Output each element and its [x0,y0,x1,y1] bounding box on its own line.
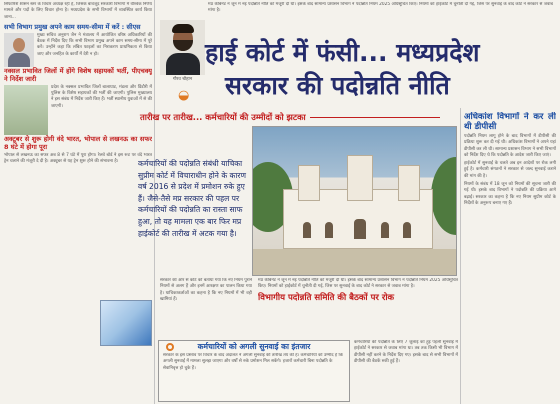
left-para-1: मुख्य सचिव अनुराग जैन ने मंत्रालय में आयोजित वरिष्ठ अधिकारियों की बैठक में निर्देश दिए कि सभी विभाग प्रमुख अपने काम समय-सीमा में पूरे करें। उन्होंने कहा कि लंबित फाइलों का निराकरण प्राथमिकता से किया जाए और जनहित के कार्यों में देरी न हो। [37,32,152,57]
train-photo [100,300,152,346]
left-headline-1: सभी विभाग प्रमुख अपने काम समय-सीमा में करें : सीएस [4,22,141,31]
person-head [13,38,25,52]
court-tower-left [298,165,320,201]
author-photo [160,20,205,75]
left-para-2: प्रदेश के नक्सल प्रभावित जिलों बालाघाट, मंडला और डिंडौरी में पुलिस के विशेष सहायकों की भर्ती की जाएगी। पुलिस मुख्यालय ने इस संबंध में निर्देश जारी किए हैं। भर्ती स्थानीय युवाओं में से की जाएगी। [51,84,152,109]
left-map-photo [4,85,48,135]
photo-hair [172,24,194,33]
strap-line [140,110,440,124]
right-column [464,112,556,402]
author-caption: गौरव चौहान [172,77,193,82]
middle-body-bottom [354,340,458,402]
court-lawn [253,249,457,276]
pull-quote: कर्मचारियों की पदोन्नति संबंधी याचिका सुप्रीम कोर्ट में विचाराधीन होने के कारण वर्ष 2016 से प्रदेश में प्रमोशन रुके हुए हैं। जैसे-तैसे मप्र सरकार की पहल पर कर्मचारियों की पदोन्नति का रास्ता साफ हुआ, तो यह मामला एक बार फिर मप्र हाईकोर्ट की तारीख में अटक गया है। [138,159,246,238]
main-headline-line-2: सरकार की पदोन्नति नीति [225,71,450,100]
main-headline [205,36,545,102]
main-headline-line-1: हाई कोर्ट में फंसी... मध्यप्रदेश [205,38,480,67]
photo-shirt [166,53,200,75]
hearing-box-text: सरकार के इस प्रस्ताव पर विचार के बाद अदालत ने अगली सुनवाई की तारीख तय की है। कर्मचारियों को उम्मीद है कि अगली सुनवाई में मामला सुलझ जाएगा और वर्षों से रुके प्रमोशन मिल सकेंगे। हजारों कर्मचारी बिना पदोन्नति के सेवानिवृत्त हो चुके हैं। [163,353,343,371]
top-strip-para: मप्र कैबिनेट ने जून में नई पदोन्नति नीति को मंजूरी दी थी। इसके बाद सामान्य प्रशासन विभाग ने पदोन्नति नियम 2025 अधिसूचित किए। नियमों को हाईकोर्ट में चुनौती दी गई, जिस पर सुनवाई के बाद कोर्ट ने सरकार से जवाब मांगा है। [208,2,553,14]
section-bullet-icon [166,343,174,351]
middle-body-right [258,278,458,340]
high-court-photo [252,126,457,276]
photo-tree-right [431,157,457,235]
left-headline-3: अक्टूबर से शुरू होगी वंदे भारत, भोपाल से लखनऊ का सफर 8 घंटे में होगा पूरा [4,134,152,151]
strap-rule [310,117,440,118]
court-arch-4 [381,222,389,238]
court-arch-1 [303,222,311,238]
hearing-box [158,340,350,402]
person-body [8,53,30,67]
strap-text: तारीख पर तारीख... कर्मचारियों की उम्मीदों को झटका [140,111,306,122]
court-tower-right [398,165,420,201]
court-arch-3 [354,219,366,239]
hearing-box-headline: कर्मचारियों को अगली सुनवाई का इंतजार [197,342,311,351]
court-arch-5 [403,222,411,238]
right-para-3: नियमों के संबंध में 18 जून को नियमों की सूचना जारी की गई थी। इसके बाद विभागों ने पदोन्नति की प्रक्रिया आगे बढ़ाई। सरकार का कहना है कि नए नियम सुप्रीम कोर्ट के निर्देशों के अनुरूप बनाए गए हैं। [464,182,556,206]
court-tower-center [347,155,373,201]
right-headline: अधिकांश विभागों ने कर ली थी डीपीसी [464,112,556,132]
court-arch-2 [325,222,333,238]
left-headline-2: नक्सल प्रभावित जिलों में होंगे विशेष सहायकों भर्ती, पीएचक्यू ने निर्देश जारी [4,66,152,83]
publication-logo-icon: ◒ [178,88,190,103]
mid-para-a-repeat: मप्र कैबिनेट ने जून में नई पदोन्नति नीति को मंजूरी दी थी। इसके बाद सामान्य प्रशासन विभाग ने पदोन्नति नियम 2025 अधिसूचित किए। नियमों को हाईकोर्ट में चुनौती दी गई, जिस पर सुनवाई के बाद कोर्ट ने सरकार से जवाब मांगा है। [258,278,458,290]
right-para-1: पदोन्नति नियम लागू होने के बाद विभागों में डीपीसी की प्रक्रिया शुरू कर दी गई थी। अधिकांश विभागों ने अपने यहां डीपीसी कर ली थी। सामान्य प्रशासन विभाग ने सभी विभागों को निर्देश दिए थे कि पदोन्नति के आदेश जारी किए जाएं। [464,134,556,158]
top-strip-text [208,2,553,32]
mid-para-c: कर्मचारियों की पदोन्नति के लिए 7 जुलाई को हुई पहली सुनवाई में हाईकोर्ट ने सरकार से जवाब मांगा था। तब तक किसी भी विभाग में डीपीसी नहीं करने के निर्देश दिए गए। इसके बाद से सभी विभागों में डीपीसी की बैठकें रुकी हुई हैं। [354,340,458,364]
right-para-2: हाईकोर्ट में सुनवाई के चलते अब इन आदेशों पर रोक लगी हुई है। कर्मचारी संगठनों ने सरकार से जल्द सुनवाई कराने की मांग की है। [464,161,556,179]
middle-body-left [160,278,252,340]
left-person-photo [4,33,34,67]
mid-subhead: विभागीय पदोन्नति समिति की बैठकों पर रोक [258,292,395,303]
column-rule-right [460,108,461,404]
left-top-text: सिफारिशें शासन स्तर के विचार अध्यक्ष रही हैं, जिसके बावजूद सरकारी विभागों में वैश्विक निर्णय मामले और पदों के लिए विचार होना है। मध्यप्रदेश के सभी विभागों में व्यवस्थित कार्य किया जाना... [4,2,152,20]
left-para-3: भोपाल से लखनऊ का सफर अब 8 से 7 घंटे में पूरा होगा। रेलवे बोर्ड ने इस रूट पर वंदे भारत ट्रेन चलाने की मंजूरी दे दी है। अक्टूबर से यह ट्रेन शुरू होने की संभावना है। [4,152,152,165]
mid-para-b: सरकार की ओर से कोर्ट को बताया गया कि नए नियम पुराने नियमों से अलग हैं और इनमें आरक्षण का पालन किया गया है। याचिकाकर्ताओं का कहना है कि नए नियमों में भी वही खामियां हैं। [160,278,252,302]
photo-beard [173,40,193,51]
